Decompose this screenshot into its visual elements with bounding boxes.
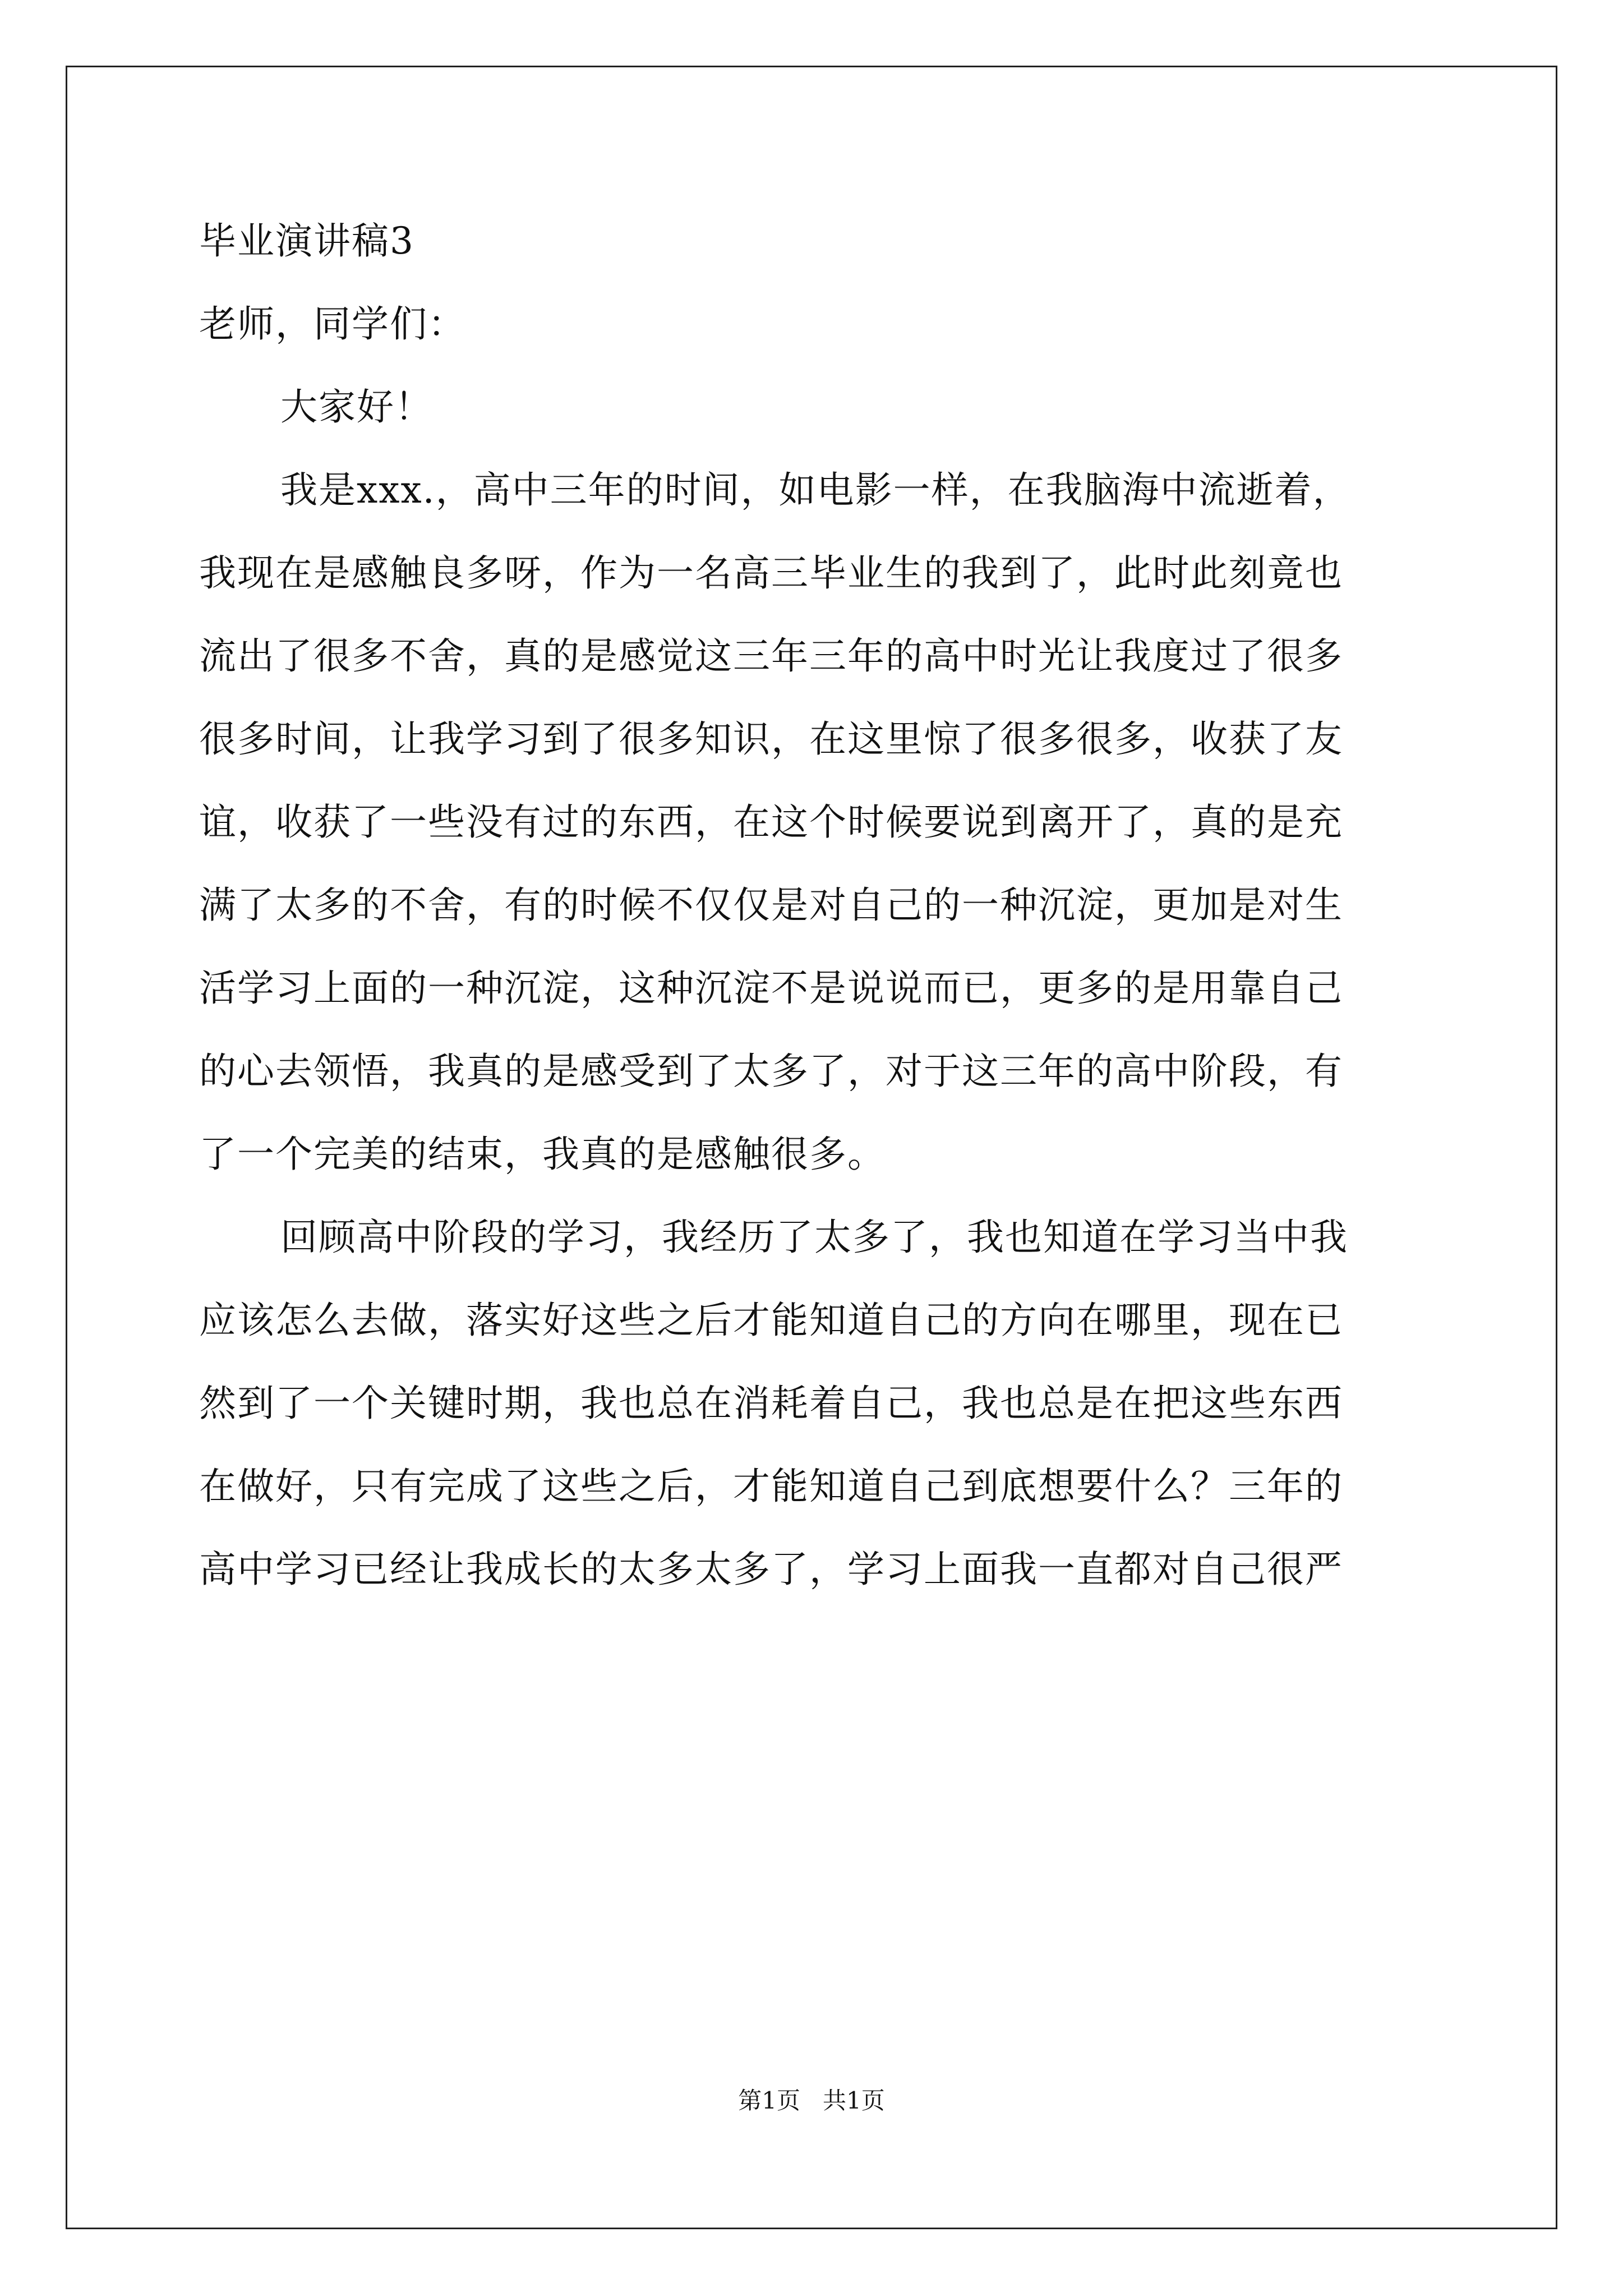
paragraph-line: 谊，收获了一些没有过的东西，在这个时候要说到离开了，真的是充 <box>199 800 1343 844</box>
paragraph-line: 应该怎么去做，落实好这些之后才能知道自己的方向在哪里，现在已 <box>199 1299 1343 1342</box>
paragraph-line: 满了太多的不舍，有的时候不仅仅是对自己的一种沉淀，更加是对生 <box>199 884 1343 927</box>
greeting: 大家好！ <box>280 385 433 429</box>
paragraph-line: 回顾高中阶段的学习，我经历了太多了，我也知道在学习当中我 <box>280 1216 1348 1259</box>
paragraph-line: 我是xxx.，高中三年的时间，如电影一样，在我脑海中流逝着， <box>280 468 1351 512</box>
paragraph-line: 流出了很多不舍，真的是感觉这三年三年的高中时光让我度过了很多 <box>199 634 1343 678</box>
paragraph-line: 了一个完美的结束，我真的是感触很多。 <box>199 1133 886 1176</box>
paragraph-line: 我现在是感触良多呀，作为一名高三毕业生的我到了，此时此刻竟也 <box>199 551 1343 595</box>
paragraph-line: 高中学习已经让我成长的太多太多了，学习上面我一直都对自己很严 <box>199 1548 1343 1591</box>
page-footer: 第1页 共1页 <box>738 2087 885 2114</box>
paragraph-line: 在做好，只有完成了这些之后，才能知道自己到底想要什么？三年的 <box>199 1465 1343 1508</box>
paragraph-line: 活学习上面的一种沉淀，这种沉淀不是说说而已，更多的是用靠自己 <box>199 967 1343 1010</box>
salutation: 老师，同学们： <box>199 302 466 346</box>
paragraph-line: 然到了一个关键时期，我也总在消耗着自己，我也总是在把这些东西 <box>199 1382 1343 1425</box>
document-title: 毕业演讲稿3 <box>199 219 414 263</box>
paragraph-line: 很多时间，让我学习到了很多知识，在这里惊了很多很多，收获了友 <box>199 717 1343 761</box>
paragraph-line: 的心去领悟，我真的是感受到了太多了，对于这三年的高中阶段，有 <box>199 1050 1343 1093</box>
